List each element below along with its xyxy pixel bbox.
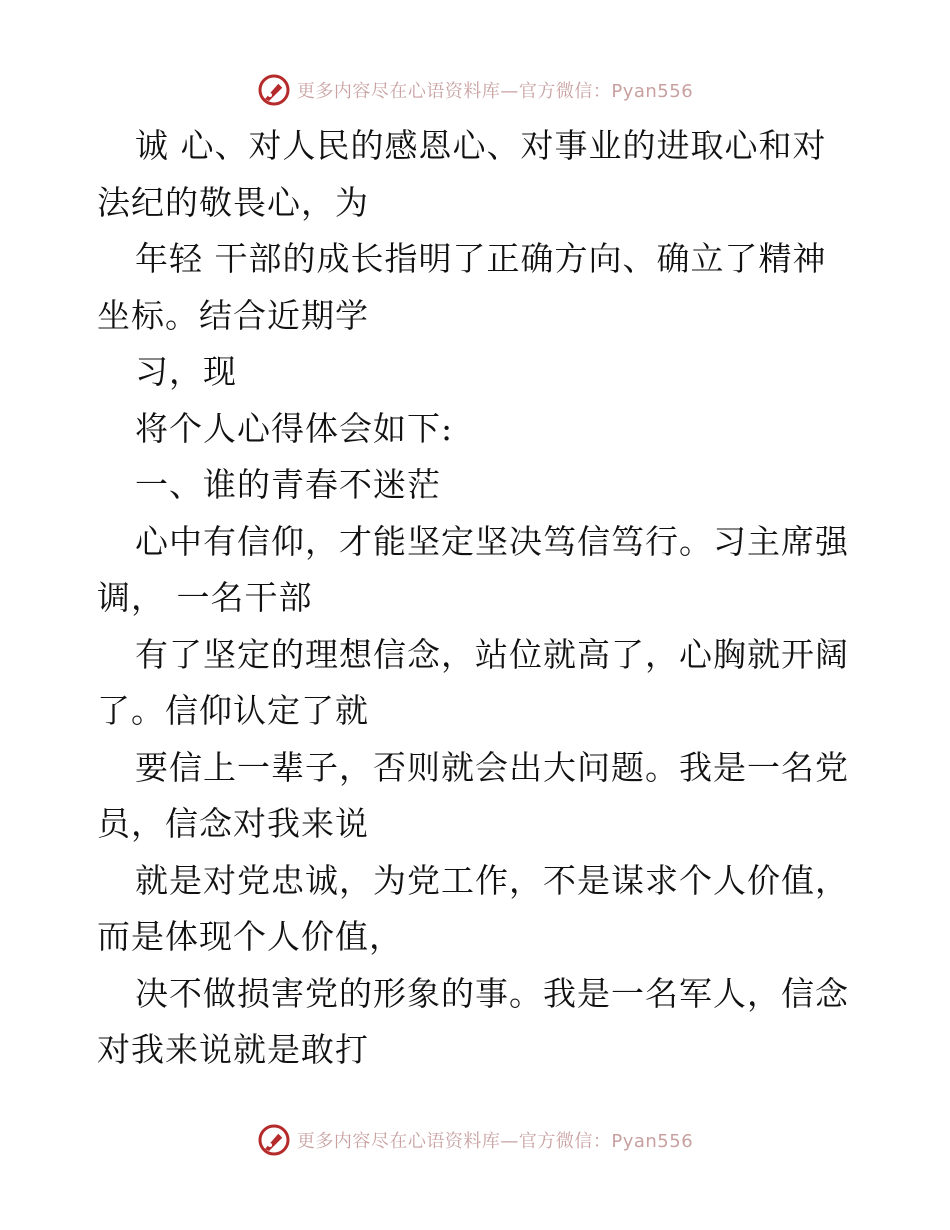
pen-nib-logo-icon: [257, 73, 291, 107]
text-line: 坐标。结合近期学: [97, 295, 369, 335]
header-banner-text: 更多内容尽在心语资料库—官方微信：Pyan556: [296, 81, 694, 102]
pen-nib-logo-icon: [257, 1123, 291, 1157]
text-line: 法纪的敬畏心，为: [97, 182, 369, 222]
text-line: 心中有信仰，才能坚定坚决笃信笃行。习主席强: [135, 521, 849, 561]
footer-banner: [0, 1120, 950, 1160]
header-banner: [0, 70, 950, 110]
text-line: 而是体现个人价值，: [97, 917, 403, 956]
text-line: 就是对党忠诚，为党工作，不是谋求个人价值，: [135, 860, 849, 900]
text-line: 年轻 干部的成长指明了正确方向、确立了精神: [135, 239, 827, 278]
text-line: 要信上一辈子，否则就会出大问题。我是一名党: [135, 747, 849, 787]
text-line: 对我来说就是敢打: [97, 1030, 369, 1069]
document-body: [97, 118, 857, 1079]
text-line: 调， 一名干部: [97, 578, 313, 617]
footer-banner-text: 更多内容尽在心语资料库—官方微信：Pyan556: [296, 1131, 694, 1152]
text-line: 决不做损害党的形象的事。我是一名军人，信念: [135, 973, 849, 1013]
text-line: 员，信念对我来说: [97, 804, 369, 843]
text-line: 有了坚定的理想信念，站位就高了，心胸就开阔: [135, 634, 849, 674]
text-line: 习，现: [135, 352, 237, 391]
text-line: 了。信仰认定了就: [97, 691, 369, 730]
text-line: 将个人心得体会如下:: [135, 408, 454, 448]
text-line: 一、谁的青春不迷茫: [135, 465, 441, 504]
text-line: 诚 心、对人民的感恩心、对事业的进取心和对: [135, 126, 827, 165]
